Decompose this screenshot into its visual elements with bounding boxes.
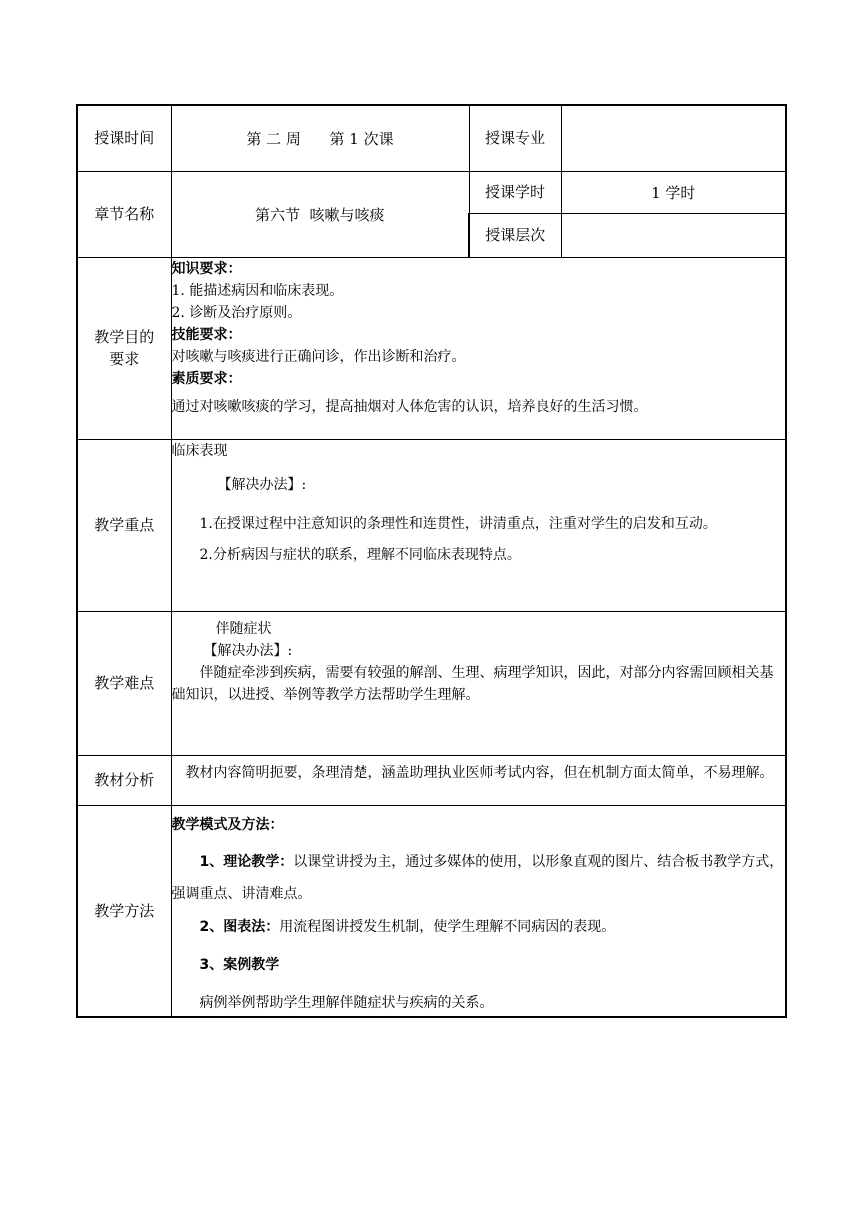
chapter-value: 第六节 咳嗽与咳痰 (171, 171, 469, 257)
key-topic: 临床表现 (171, 442, 228, 459)
method-1 (172, 846, 786, 910)
method-3-text: 病例举例帮助学生理解伴随症状与疾病的关系。 (199, 994, 494, 1011)
row-chapter (77, 171, 786, 213)
key-item: 1.在授课过程中注意知识的条理性和连贯性，讲清重点，注重对学生的启发和互动。 (199, 515, 717, 532)
objectives-label (77, 257, 171, 439)
objectives-content (171, 257, 786, 439)
methods-title: 教学模式及方法： (171, 816, 284, 833)
key-item: 2.分析病因与症状的联系，理解不同临床表现特点。 (199, 546, 521, 563)
major-value (561, 105, 786, 171)
material-text: 教材内容简明扼要，条理清楚，涵盖助理执业医师考试内容，但在机制方面太简单，不易理解。 (185, 764, 774, 781)
row-time (77, 105, 786, 171)
difficulty-solution-title: 【解决办法】: (203, 642, 293, 659)
methods-content (171, 805, 786, 1017)
skill-title: 技能要求： (171, 326, 242, 343)
difficulty-topic: 伴随症状 (215, 620, 272, 637)
level-label: 授课层次 (469, 213, 561, 257)
material-label: 教材分析 (77, 755, 171, 805)
chapter-label: 章节名称 (77, 171, 171, 257)
row-key-points (77, 439, 786, 611)
row-material (77, 755, 786, 805)
lesson-plan-table (76, 104, 787, 1018)
skill-text: 对咳嗽与咳痰进行正确问诊，作出诊断和治疗。 (171, 348, 466, 365)
method-2-title: 2、图表法： (199, 918, 280, 935)
hours-label: 授课学时 (469, 171, 561, 213)
knowledge-title: 知识要求： (171, 260, 242, 277)
methods-label: 教学方法 (77, 805, 171, 1017)
method-2-text: 用流程图讲授发生机制，使学生理解不同病因的表现。 (279, 918, 616, 935)
material-content (171, 755, 786, 805)
hours-value: 1 学时 (561, 171, 786, 213)
difficulties-content (171, 611, 786, 755)
major-label: 授课专业 (469, 105, 561, 171)
method-3-title: 3、案例教学 (199, 956, 280, 973)
knowledge-item: 2. 诊断及治疗原则。 (171, 304, 302, 321)
time-value: 第 二 周 第 1 次课 (171, 105, 469, 171)
key-points-content (171, 439, 786, 611)
method-1-text: 以课堂讲授为主，通过多媒体的使用，以形象直观的图片、结合板书教学方式，强调重点、讲清难点。 (171, 853, 784, 902)
level-value (561, 213, 786, 257)
quality-title: 素质要求： (171, 370, 242, 387)
row-objectives (77, 257, 786, 439)
objectives-label-line1: 教学目的 (94, 328, 155, 346)
key-points-label: 教学重点 (77, 439, 171, 611)
method-1-title: 1、理论教学： (199, 853, 294, 870)
difficulty-text: 伴随症牵涉到疾病，需要有较强的解剖、生理、病理学知识，因此，对部分内容需回顾相关基础知识，以进授、举例等教学方法帮助学生理解。 (171, 664, 774, 703)
quality-text: 通过对咳嗽咳痰的学习，提高抽烟对人体危害的认识，培养良好的生活习惯。 (171, 398, 648, 415)
row-methods (77, 805, 786, 1017)
key-solution-title: 【解决办法】: (217, 476, 307, 493)
method-2 (172, 916, 786, 938)
row-difficulties (77, 611, 786, 755)
time-label: 授课时间 (77, 105, 171, 171)
difficulties-label: 教学难点 (77, 611, 171, 755)
objectives-label-line2: 要求 (109, 350, 140, 368)
knowledge-item: 1. 能描述病因和临床表现。 (171, 282, 344, 299)
